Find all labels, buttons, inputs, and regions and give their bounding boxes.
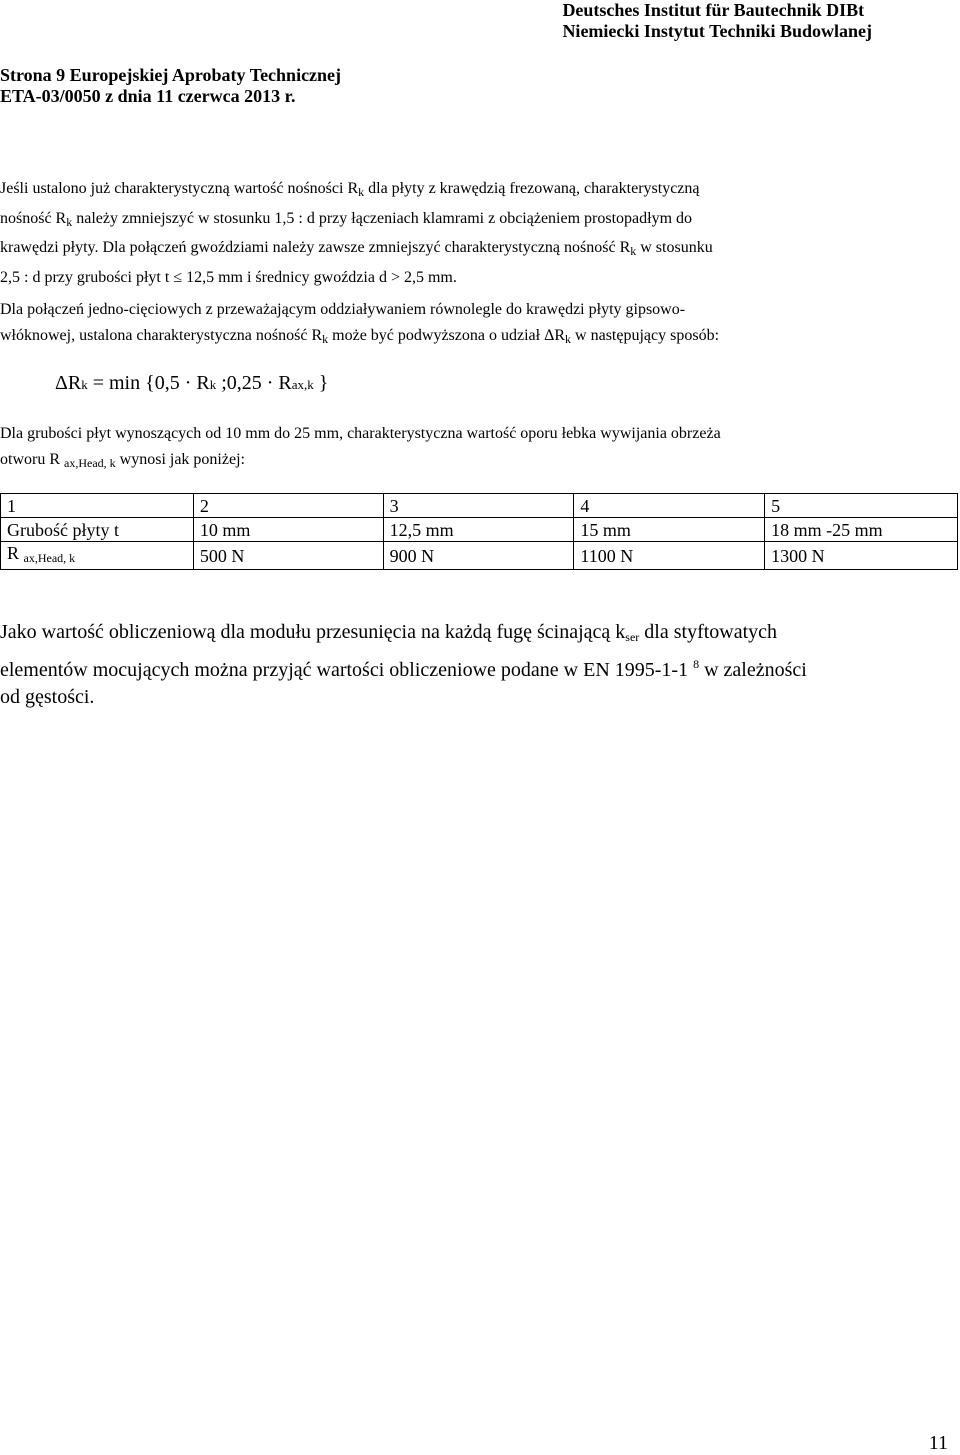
header-institute <box>562 0 872 42</box>
table-cell: 18 mm -25 mm <box>765 518 958 542</box>
page-reference: Strona 9 Europejskiej Aprobaty Technicznej <box>0 65 342 85</box>
paragraph-reduction <box>0 176 960 290</box>
paragraph-line: krawędzi płyty. Dla połączeń gwoździami należy zawsze zmniejszyć charakterystyczną nośność $R_k$ w stosunku <box>0 239 713 258</box>
table-cell: 5 <box>765 494 958 518</box>
table-cell: 3 <box>383 494 574 518</box>
table-cell: R $_{ax,Head, k}$ <box>1 542 194 570</box>
paragraph-line: Jeśli ustalono już charakterystyczną wartość nośności $R_k$ dla płyty z krawędzią frezowaną, charakterystyczną <box>0 180 700 199</box>
paragraph-line: otworu R $_{ax,Head, k}$ wynosi jak poniżej: <box>0 450 245 470</box>
table-cell: 12,5 mm <box>383 518 574 542</box>
table-cell: 4 <box>574 494 765 518</box>
table-row <box>1 518 958 542</box>
page-number: 11 <box>928 1432 948 1454</box>
paragraph-head-pull <box>0 421 960 476</box>
table-cell: 900 N <box>383 542 574 570</box>
table-cell: Grubość płyty t <box>1 518 194 542</box>
table-cell: 500 N <box>193 542 383 570</box>
paragraph-line: nośność $R_k$ należy zmniejszyć w stosunku 1,5 : d przy łączeniach klamrami z obciążeniem prostopadłym do <box>0 209 693 229</box>
table-row <box>1 542 958 570</box>
paragraph-line: elementów mocujących można przyjąć wartości obliczeniowe podane w EN 1995-1-1 $^8$ w zależności <box>0 657 807 681</box>
paragraph-line: Dla grubości płyt wynoszących od 10 mm do 25 mm, charakterystyczna wartość oporu łebka wywijania obrzeża <box>0 425 721 442</box>
eta-reference: ETA-03/0050 z dnia 11 czerwca 2013 r. <box>0 86 296 106</box>
table-cell: 2 <box>193 494 383 518</box>
paragraph-line: włóknowej, ustalona charakterystyczna nośność $R_k$ może być podwyższona o udział $\Delta R_k$ w następujący sposób: <box>0 326 720 346</box>
table-cell: 15 mm <box>574 518 765 542</box>
institute-name-de: Deutsches Institut für Bautechnik DIBt <box>562 0 865 20</box>
table-header-row <box>1 494 958 518</box>
less-equal-symbol: ≤ <box>173 268 183 286</box>
paragraph-line: Dla połączeń jedno-cięciowych z przeważającym oddziaływaniem równolegle do krawędzi płyty gipsowo- <box>0 301 686 318</box>
table-cell: 10 mm <box>193 518 383 542</box>
institute-name-pl: Niemiecki Instytut Techniki Budowlanej <box>562 21 872 41</box>
paragraph-slip-modulus <box>0 619 960 711</box>
footnote-ref: 8 <box>693 657 700 671</box>
paragraph-line: 2,5 : d przy grubości płyt t ≤ 12,5 mm i średnicy gwoździa d > 2,5 mm. <box>0 268 457 286</box>
paragraph-line: od gęstości. <box>0 686 95 708</box>
table-cell: 1 <box>1 494 194 518</box>
values-table <box>0 493 958 570</box>
table-cell: 1300 N <box>765 542 958 570</box>
header-document-ref <box>0 65 341 107</box>
table-cell: 1100 N <box>574 542 765 570</box>
formula-delta-rk: ΔRk = min {0,5 · Rk ;0,25 · Rax,k } <box>55 372 329 394</box>
paragraph-single-shear <box>0 297 960 352</box>
paragraph-line: Jako wartość obliczeniową dla modułu przesunięcia na każdą fugę ścinającą $k_{ser}$ dla styftowatych <box>0 621 778 644</box>
